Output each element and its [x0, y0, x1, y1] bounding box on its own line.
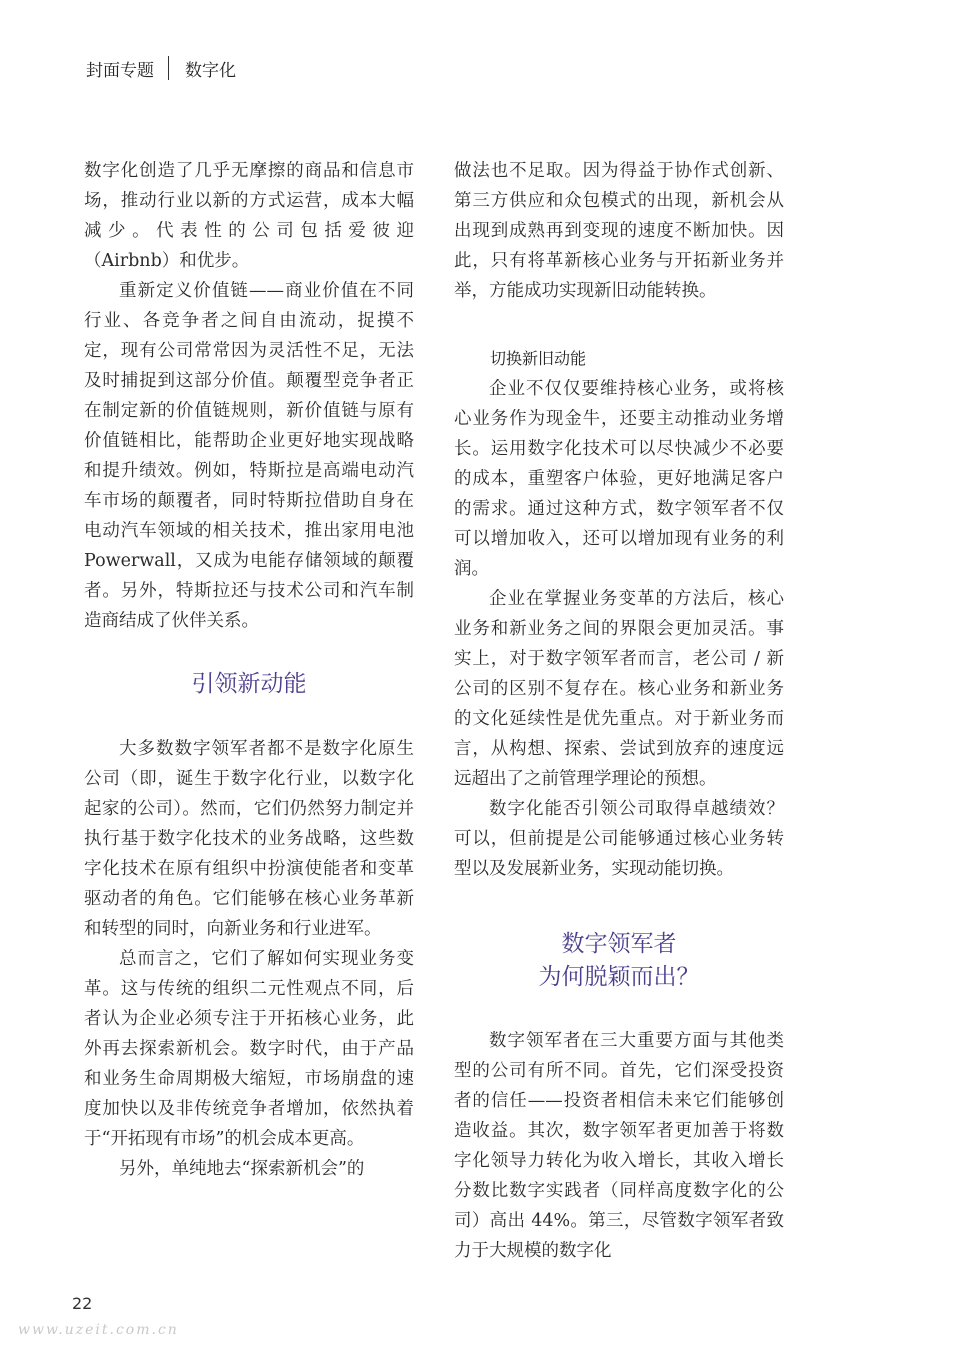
section-title-line: 数字领军者 [561, 931, 677, 957]
paragraph: 企业不仅仅要维持核心业务，或将核心业务作为现金牛，还要主动推动业务增长。运用数字化技术可以尽快减少不必要的成本，重塑客户体验，更好地满足客户的需求。通过这种方式，数字领军者不仅可以增加收入，还可以增加现有业务的利润。 [454, 379, 784, 579]
paragraph: 企业在掌握业务变革的方法后，核心业务和新业务之间的界限会更加灵活。事实上，对于数字领军者而言，老公司 / 新公司的区别不复存在。核心业务和新业务的文化延续性是优先重点。对于新业务而言，从构想、探索、尝试到放弃的速度远远超出了之前管理学理论的预想。 [454, 589, 784, 789]
header-section: 封面专题 [86, 60, 154, 81]
right-column [454, 156, 784, 1266]
section-title: 引领新动能 [191, 671, 307, 697]
paragraph: 数字化能否引领公司取得卓越绩效？可以，但前提是公司能够通过核心业务转型以及发展新业务，实现动能切换。 [454, 799, 784, 879]
paragraph: 大多数数字领军者都不是数字化原生公司（即，诞生于数字化行业，以数字化起家的公司）。然而，它们仍然努力制定并执行基于数字化技术的业务战略，这些数字化技术在原有组织中扮演使能者和变革驱动者的角色。它们能够在核心业务革新和转型的同时，向新业务和行业进军。 [84, 739, 414, 939]
paragraph: 总而言之，它们了解如何实现业务变革。这与传统的组织二元性观点不同，后者认为企业必须专注于开拓核心业务，此外再去探索新机会。数字时代，由于产品和业务生命周期极大缩短，市场崩盘的速度加快以及非传统竞争者增加，依然执着于“开拓现有市场”的机会成本更高。 [84, 949, 414, 1149]
paragraph: 数字化创造了几乎无摩擦的商品和信息市场，推动行业以新的方式运营，成本大幅减少。代表性的公司包括爱彼迎（Airbnb）和优步。 [84, 161, 414, 271]
page-header [86, 54, 236, 82]
left-column [84, 156, 414, 1184]
subheading: 切换新旧动能 [490, 349, 587, 368]
paragraph: 重新定义价值链——商业价值在不同行业、各竞争者之间自由流动，捉摸不定，现有公司常常因为灵活性不足，无法及时捕捉到这部分价值。颠覆型竞争者正在制定新的价值链规则，新价值链与原有价值链相比，能帮助企业更好地实现战略和提升绩效。例如，特斯拉是高端电动汽车市场的颠覆者，同时特斯拉借助自身在电动汽车领域的相关技术，推出家用电池 Powerwall，又成为电能存储领域的颠覆者。另外，特斯拉还与技术公司和汽车制造商结成了伙伴关系。 [84, 281, 414, 631]
paragraph: 做法也不足取。因为得益于协作式创新、第三方供应和众包模式的出现，新机会从出现到成熟再到变现的速度不断加快。因此，只有将革新核心业务与开拓新业务并举，方能成功实现新旧动能转换。 [454, 161, 784, 301]
header-divider [168, 56, 169, 80]
paragraph: 另外，单纯地去“探索新机会”的 [119, 1159, 365, 1179]
header-topic: 数字化 [185, 60, 236, 81]
section-title [454, 928, 784, 994]
watermark: www.uzeit.com.cn [18, 1322, 179, 1338]
page-number: 22 [72, 1294, 93, 1313]
section-title-line: 为何脱颖而出？ [538, 964, 700, 990]
paragraph: 数字领军者在三大重要方面与其他类型的公司有所不同。首先，它们深受投资者的信任——投资者相信未来它们能够创造收益。其次，数字领军者更加善于将数字化领导力转化为收入增长，其收入增长分数比数字实践者（同样高度数字化的公司）高出 44%。第三，尽管数字领军者致力于大规模的数字化 [454, 1031, 784, 1261]
